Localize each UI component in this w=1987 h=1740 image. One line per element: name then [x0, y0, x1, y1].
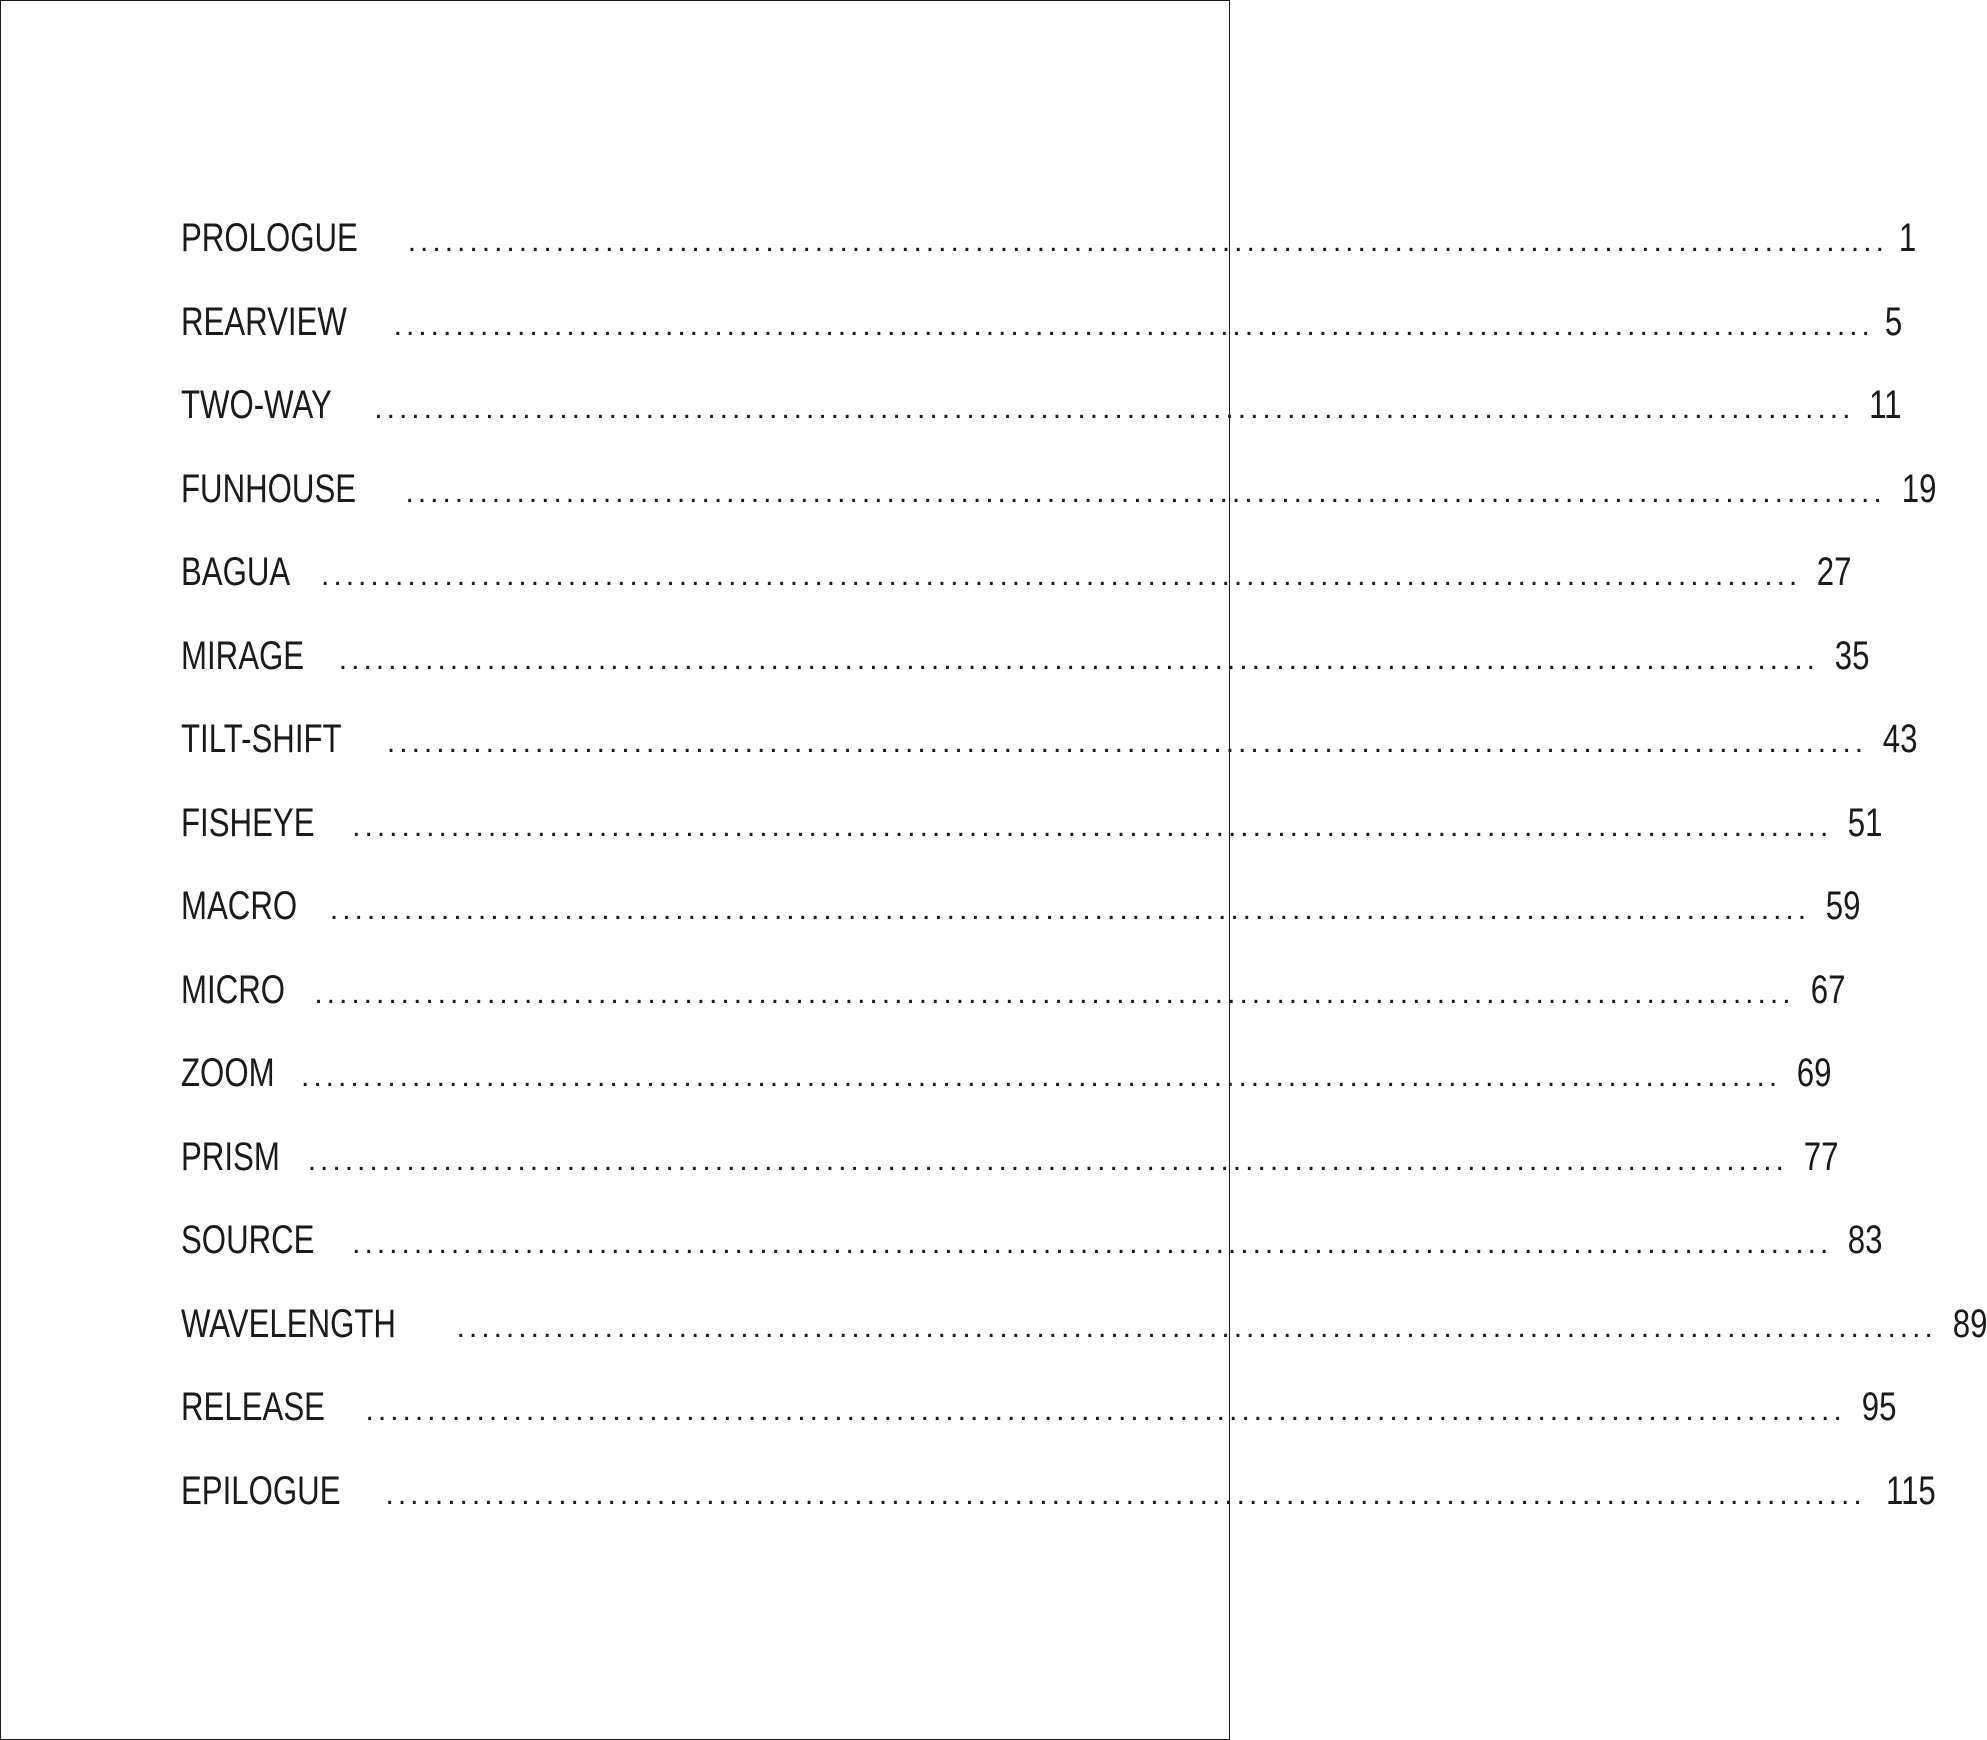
toc-entry-title: EPILOGUE	[181, 1468, 341, 1513]
table-of-contents	[181, 216, 1987, 1552]
toc-entry-title: WAVELENGTH	[181, 1301, 396, 1346]
toc-entry	[181, 550, 1852, 634]
toc-dot-leader: ........................................................................................................................	[456, 1310, 1937, 1344]
toc-dot-leader: ........................................................................................................................	[405, 475, 1886, 509]
toc-entry-title: MIRAGE	[181, 633, 305, 678]
toc-entry-page: 51	[1848, 800, 1883, 845]
toc-entry-title: PROLOGUE	[181, 216, 358, 260]
toc-entry-page: 95	[1861, 1385, 1897, 1429]
toc-entry	[181, 884, 1861, 968]
toc-entry-page: 67	[1810, 967, 1846, 1012]
toc-entry-page: 83	[1848, 1218, 1883, 1262]
toc-entry-title: MICRO	[181, 967, 285, 1012]
toc-entry-page: 5	[1884, 299, 1903, 344]
toc-entry-title: FUNHOUSE	[181, 466, 357, 511]
toc-entry-title: REARVIEW	[181, 299, 347, 344]
toc-dot-leader: ........................................................................................................................	[314, 976, 1795, 1010]
toc-entry-page: 19	[1901, 466, 1937, 511]
toc-entry	[181, 1301, 1987, 1386]
toc-dot-leader: ........................................................................................................................	[407, 225, 1888, 258]
toc-entry	[181, 967, 1846, 1052]
toc-entry-page: 59	[1825, 884, 1861, 928]
toc-dot-leader: ........................................................................................................................	[321, 559, 1802, 592]
toc-dot-leader: ........................................................................................................................	[365, 1394, 1846, 1427]
toc-entry-page: 11	[1869, 383, 1903, 427]
toc-dot-leader: ........................................................................................................................	[307, 1143, 1788, 1177]
toc-dot-leader: ........................................................................................................................	[329, 893, 1811, 926]
toc-dot-leader: ........................................................................................................................	[338, 642, 1819, 676]
toc-entry	[181, 717, 1918, 801]
toc-dot-leader: ........................................................................................................................	[300, 1060, 1782, 1093]
toc-entry	[181, 383, 1903, 467]
toc-entry-page: 1	[1898, 216, 1917, 260]
toc-entry-title: FISHEYE	[181, 800, 315, 845]
toc-entry-title: ZOOM	[181, 1051, 275, 1095]
toc-entry-page: 43	[1882, 717, 1918, 761]
toc-dot-leader: ........................................................................................................................	[393, 308, 1874, 342]
toc-entry-title: TWO-WAY	[181, 383, 332, 427]
toc-entry-page: 77	[1803, 1134, 1839, 1179]
toc-entry	[181, 800, 1883, 885]
toc-entry-title: MACRO	[181, 884, 298, 928]
toc-entry	[181, 1134, 1839, 1219]
toc-entry	[181, 633, 1870, 718]
toc-entry	[181, 466, 1937, 551]
toc-entry	[181, 1468, 1936, 1553]
toc-entry-title: SOURCE	[181, 1218, 315, 1262]
toc-entry-page: 69	[1796, 1051, 1832, 1095]
toc-dot-leader: ........................................................................................................................	[385, 1477, 1866, 1511]
toc-entry-page: 115	[1885, 1468, 1936, 1513]
toc-entry-title: RELEASE	[181, 1385, 325, 1429]
toc-entry	[181, 1218, 1883, 1302]
toc-dot-leader: ........................................................................................................................	[352, 1227, 1833, 1260]
toc-dot-leader: ........................................................................................................................	[386, 726, 1868, 759]
toc-entry	[181, 299, 1903, 384]
toc-entry-title: BAGUA	[181, 550, 291, 594]
toc-entry	[181, 216, 1917, 300]
toc-entry-title: PRISM	[181, 1134, 280, 1179]
toc-entry-title: TILT-SHIFT	[181, 717, 342, 761]
toc-entry-page: 89	[1952, 1301, 1987, 1346]
toc-entry	[181, 1051, 1832, 1135]
toc-entry	[181, 1385, 1897, 1469]
toc-entry-page: 35	[1834, 633, 1870, 678]
toc-dot-leader: ........................................................................................................................	[374, 392, 1855, 425]
toc-entry-page: 27	[1817, 550, 1852, 594]
toc-dot-leader: ........................................................................................................................	[352, 809, 1833, 843]
